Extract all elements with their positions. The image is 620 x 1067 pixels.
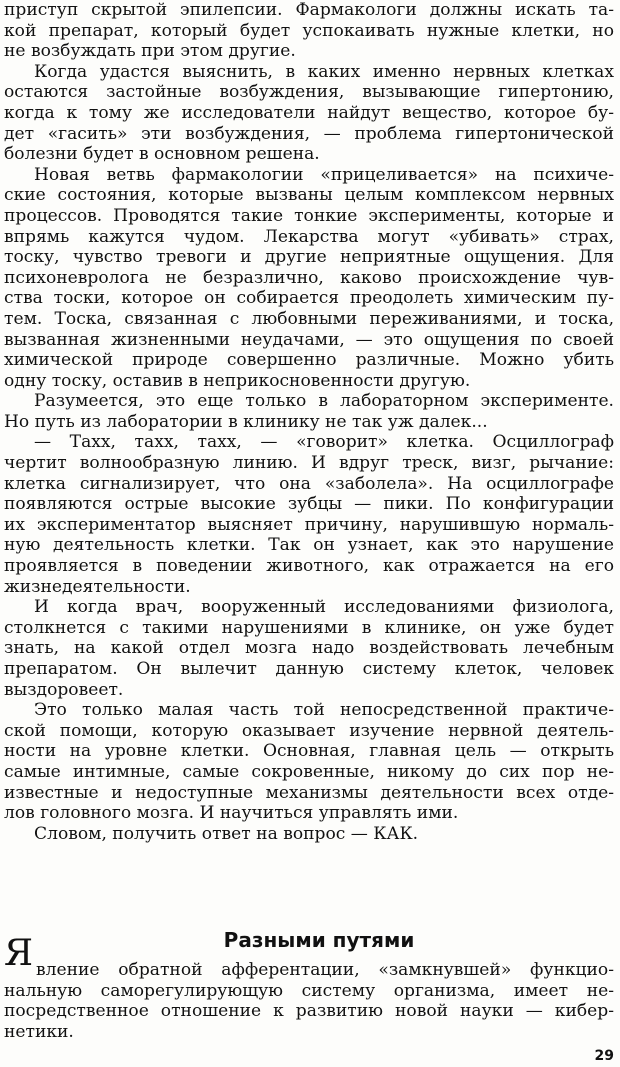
text-line: выздоровеет. bbox=[4, 679, 124, 700]
text-line: ские состояния, которые вызваны целым комплексом нервных bbox=[4, 185, 614, 206]
intro-line: нальную саморегулирующую систему организма, имеет не- bbox=[4, 980, 614, 1001]
text-line: Но путь из лаборатории в клинику не так уж далек... bbox=[4, 411, 488, 432]
text-line: тоску, чувство тревоги и другие неприятные ощущения. Для bbox=[4, 247, 614, 268]
text-line: вызванная жизненными неудачами, — это ощущения по своей bbox=[4, 329, 614, 350]
text-line: Словом, получить ответ на вопрос — КАК. bbox=[34, 823, 419, 844]
text-line: тем. Тоска, связанная с любовными переживаниями, и тоска, bbox=[4, 308, 614, 329]
text-line: кой препарат, который будет успокаивать нужные клетки, но bbox=[4, 20, 614, 41]
text-line: остаются застойные возбуждения, вызывающие гипертонию, bbox=[4, 82, 614, 103]
text-line: ской помощи, которую оказывает изучение нервной деятель- bbox=[4, 720, 614, 741]
text-line: их экспериментатор выясняет причину, нарушившую нормаль- bbox=[4, 514, 614, 535]
text-line: клетка сигнализирует, что она «заболела». На осциллографе bbox=[4, 473, 614, 494]
intro-line: посредственное отношение к развитию новой науки — кибер- bbox=[4, 1001, 614, 1022]
drop-cap: Я bbox=[4, 933, 34, 974]
text-line: самые интимные, самые сокровенные, никому до сих пор не- bbox=[4, 761, 614, 782]
text-line: жизнедеятельности. bbox=[4, 576, 191, 597]
text-line: столкнется с такими нарушениями в клинике, он уже будет bbox=[4, 617, 614, 638]
text-line: лов головного мозга. И научиться управлять ими. bbox=[4, 803, 459, 824]
intro-line: вление обратной афферентации, «замкнувшей» функцио- bbox=[36, 960, 614, 980]
text-line: психоневролога не безразлично, каково происхождение чув- bbox=[4, 267, 614, 288]
text-line: приступ скрытой эпилепсии. Фармакологи должны искать та- bbox=[4, 0, 614, 20]
text-line: Когда удастся выяснить, в каких именно нервных клетках bbox=[34, 61, 614, 82]
text-line: Это только малая часть той непосредственной практиче- bbox=[34, 700, 614, 721]
text-line: ную деятельность клетки. Так он узнает, как это нарушение bbox=[4, 535, 614, 556]
text-line: И когда врач, вооруженный исследованиями физиолога, bbox=[34, 597, 614, 618]
text-line: — Тахх, тахх, тахх, — «говорит» клетка. Осциллограф bbox=[34, 432, 614, 453]
text-line: ства тоски, которое он собирается преодолеть химическим пу- bbox=[4, 288, 614, 309]
text-line: впрямь кажутся чудом. Лекарства могут «убивать» страх, bbox=[4, 226, 614, 247]
text-line: Новая ветвь фармакологии «прицеливается» на психиче- bbox=[34, 164, 614, 185]
text-line: когда к тому же исследователи найдут вещество, которое бу- bbox=[4, 102, 614, 123]
text-line: чертит волнообразную линию. И вдруг треск, визг, рычание: bbox=[4, 453, 614, 474]
text-line: Разумеется, это еще только в лабораторном эксперименте. bbox=[34, 391, 614, 412]
body-text bbox=[4, 0, 614, 844]
text-line: не возбуждать при этом другие. bbox=[4, 41, 296, 62]
text-line: химической природе совершенно различные. Можно убить bbox=[4, 350, 614, 371]
text-line: появляются острые высокие зубцы — пики. По конфигурации bbox=[4, 494, 614, 515]
text-line: дет «гасить» эти возбуждения, — проблема гипертонической bbox=[4, 123, 614, 144]
page-number: 29 bbox=[594, 1048, 614, 1064]
intro-line: нетики. bbox=[4, 1021, 74, 1042]
text-line: процессов. Проводятся такие тонкие эксперименты, которые и bbox=[4, 205, 614, 226]
text-line: ности на уровне клетки. Основная, главная цель — открыть bbox=[4, 741, 614, 762]
text-line: известные и недоступные механизмы деятельности всех отде- bbox=[4, 782, 614, 803]
section-heading: Разными путями bbox=[223, 928, 415, 952]
text-line: знать, на какой отдел мозга надо воздействовать лечебным bbox=[4, 638, 614, 659]
text-line: проявляется в поведении животного, как отражается на его bbox=[4, 556, 614, 577]
text-line: болезни будет в основном решена. bbox=[4, 144, 320, 165]
text-line: одну тоску, оставив в неприкосновенности другую. bbox=[4, 370, 471, 391]
text-line: препаратом. Он вылечит данную систему клеток, человек bbox=[4, 659, 614, 679]
